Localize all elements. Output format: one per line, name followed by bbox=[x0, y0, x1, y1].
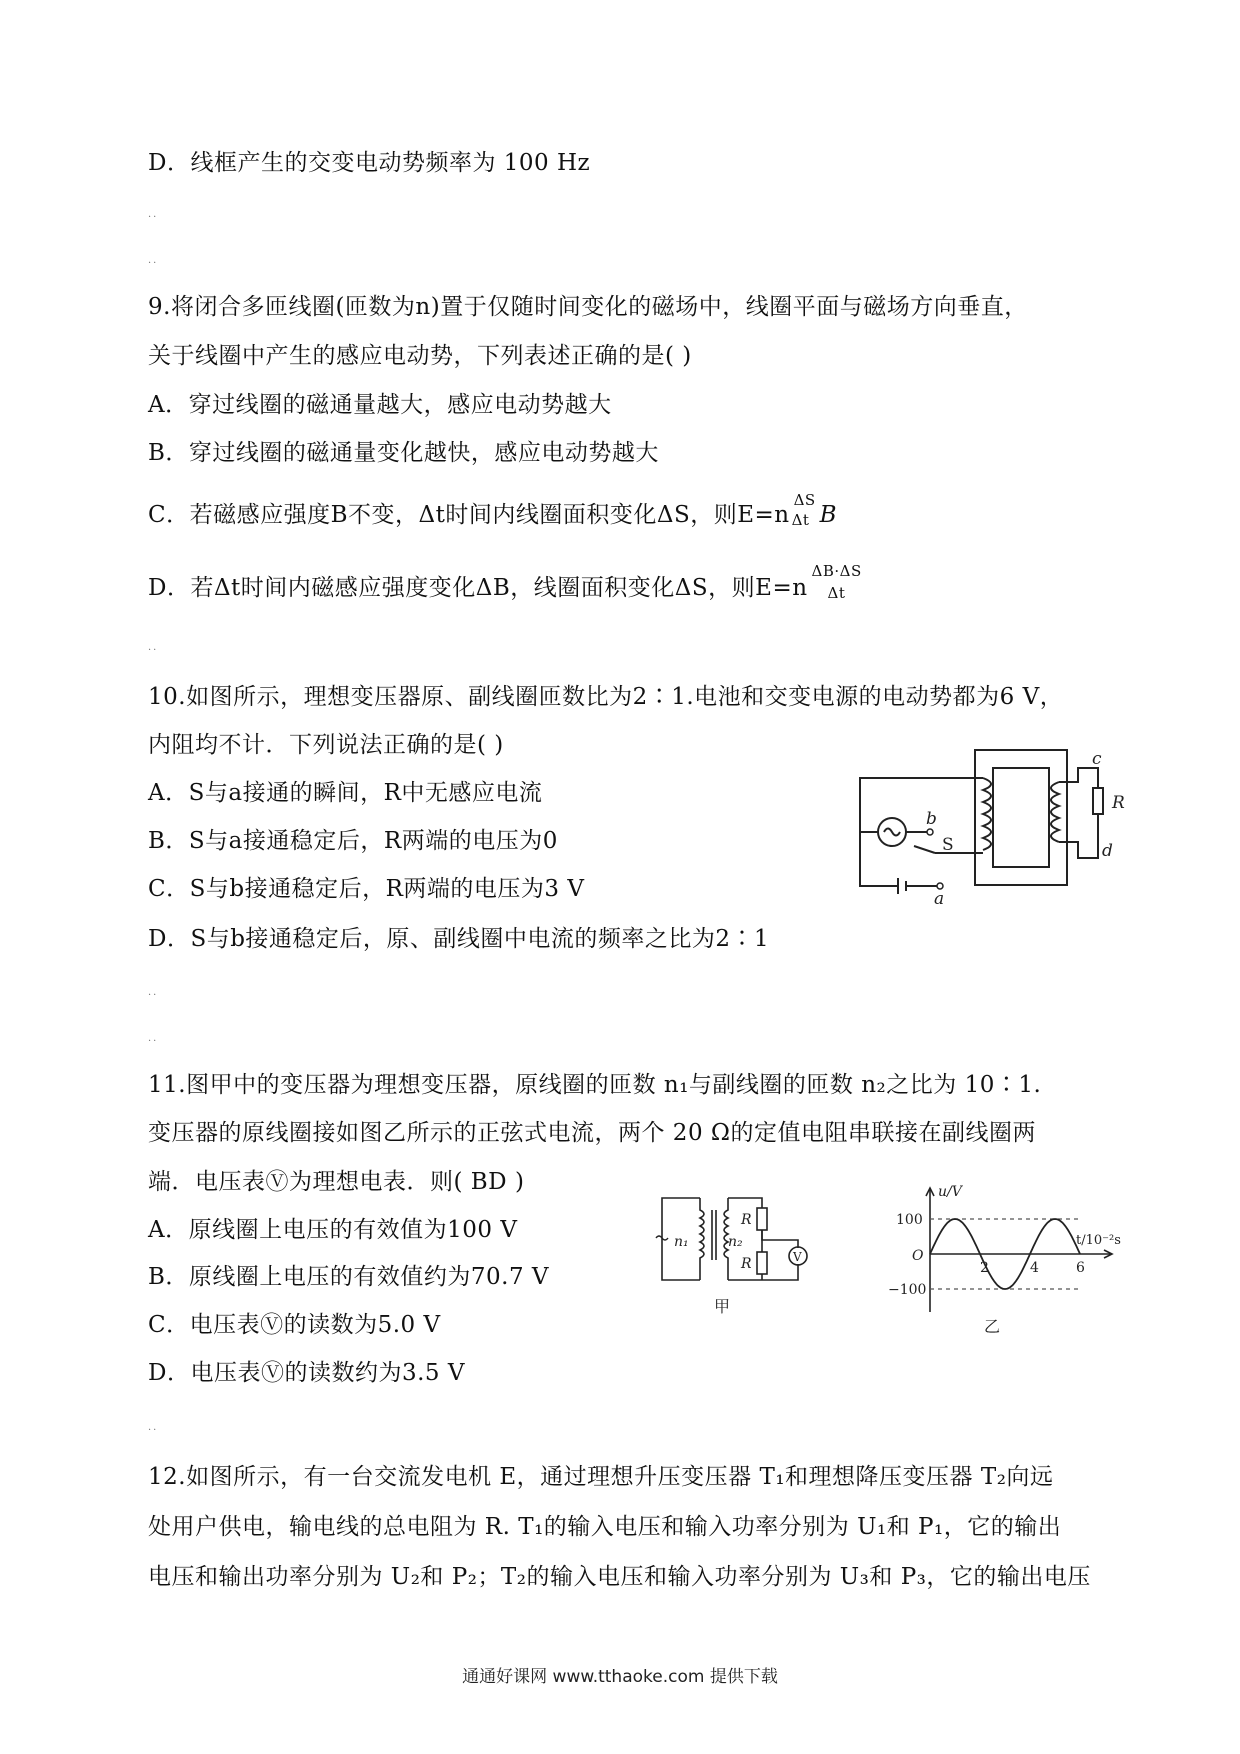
q9-option-c-text: C．若磁感应强度B不变，Δt时间内线圈面积变化ΔS，则E=n bbox=[148, 502, 790, 528]
q9-stem-line1: 9.将闭合多匝线圈(匝数为n)置于仅随时间变化的磁场中，线圈平面与磁场方向垂直， bbox=[148, 294, 1028, 320]
q10-stem-line2: 内阻均不计．下列说法正确的是( ) bbox=[148, 732, 504, 758]
q11-option-c: C．电压表Ⓥ的读数为5.0 V bbox=[148, 1312, 441, 1338]
q11-yi-xlabel: t/10⁻²s bbox=[1076, 1233, 1121, 1248]
q11-jia-r1: R bbox=[741, 1212, 752, 1228]
q9-option-a: A．穿过线圈的磁通量越大，感应电动势越大 bbox=[148, 392, 612, 418]
q10-option-d: D．S与b接通稳定后，原、副线圈中电流的频率之比为2∶1 bbox=[148, 926, 770, 952]
q12-stem-line1: 12.如图所示，有一台交流发电机 E，通过理想升压变压器 T₁和理想降压变压器 T₂向远 bbox=[148, 1464, 1054, 1490]
separator-dots: ·· bbox=[148, 645, 159, 656]
q10-label-s: S bbox=[942, 835, 954, 855]
q10-label-d: d bbox=[1102, 841, 1113, 861]
q9-option-d-text: D．若Δt时间内磁感应强度变化ΔB，线圈面积变化ΔS，则E=n bbox=[148, 575, 808, 601]
q9-option-c-fraction bbox=[790, 491, 820, 531]
q10-option-c: C．S与b接通稳定后，R两端的电压为3 V bbox=[148, 876, 585, 902]
separator-dots: ·· bbox=[148, 1425, 159, 1436]
q11-yi-tick-4: 4 bbox=[1030, 1260, 1039, 1276]
q11-yi-origin: O bbox=[912, 1248, 924, 1264]
q10-label-b: b bbox=[926, 809, 937, 829]
q9-option-d-fraction bbox=[808, 562, 898, 604]
q11-jia-caption: 甲 bbox=[714, 1297, 731, 1316]
q8-option-d: D．线框产生的交变电动势频率为 100 Hz bbox=[148, 150, 591, 176]
q11-yi-caption: 乙 bbox=[984, 1317, 1001, 1336]
q9-option-d-numerator: ΔB·ΔS bbox=[811, 562, 862, 580]
q11-jia-voltmeter: V bbox=[793, 1250, 802, 1264]
q11-yi-tick-2: 2 bbox=[980, 1260, 989, 1276]
q11-figure-yi bbox=[882, 1182, 1122, 1342]
separator-dots: ·· bbox=[148, 212, 159, 223]
q11-stem-line1: 11.图甲中的变压器为理想变压器，原线圈的匝数 n₁与副线圈的匝数 n₂之比为 10∶1. bbox=[148, 1072, 1042, 1098]
q10-option-a: A．S与a接通的瞬间，R中无感应电流 bbox=[148, 780, 543, 806]
q11-jia-n2: n₂ bbox=[728, 1234, 743, 1250]
q12-stem-line2: 处用户供电，输电线的总电阻为 R. T₁的输入电压和输入功率分别为 U₁和 P₁，它的输出 bbox=[148, 1514, 1062, 1540]
q9-option-c-numerator: ΔS bbox=[793, 491, 816, 509]
q9-option-d bbox=[148, 562, 898, 604]
q11-stem-line3: 端．电压表Ⓥ为理想电表．则( BD ) bbox=[148, 1169, 525, 1195]
q11-option-a: A．原线圈上电压的有效值为100 V bbox=[148, 1217, 518, 1243]
q9-option-d-denominator: Δt bbox=[827, 584, 846, 602]
q9-option-c-tail: B bbox=[819, 502, 837, 528]
q10-transformer-figure bbox=[850, 740, 1130, 909]
q11-figure-jia bbox=[648, 1190, 828, 1340]
q9-option-c bbox=[148, 491, 837, 531]
q10-label-r: R bbox=[1112, 793, 1125, 813]
q10-label-c: c bbox=[1092, 749, 1102, 769]
separator-dots: ·· bbox=[148, 990, 159, 1001]
q11-jia-r2: R bbox=[741, 1256, 752, 1272]
q11-jia-n1: n₁ bbox=[674, 1234, 689, 1250]
q9-option-b: B．穿过线圈的磁通量变化越快，感应电动势越大 bbox=[148, 440, 659, 466]
q9-option-c-denominator: Δt bbox=[791, 511, 810, 529]
q11-option-b: B．原线圈上电压的有效值约为70.7 V bbox=[148, 1264, 550, 1290]
q11-yi-ymin: −100 bbox=[888, 1282, 927, 1298]
q11-yi-tick-6: 6 bbox=[1076, 1260, 1085, 1276]
q11-option-d: D．电压表Ⓥ的读数约为3.5 V bbox=[148, 1360, 465, 1386]
q9-stem-line2: 关于线圈中产生的感应电动势，下列表述正确的是( ) bbox=[148, 343, 692, 369]
separator-dots: ·· bbox=[148, 1036, 159, 1047]
page-footer: 通通好课网 www.tthaoke.com 提供下载 bbox=[462, 1667, 778, 1687]
q11-stem-line2: 变压器的原线圈接如图乙所示的正弦式电流，两个 20 Ω的定值电阻串联接在副线圈两 bbox=[148, 1120, 1036, 1146]
separator-dots: ·· bbox=[148, 258, 159, 269]
q10-label-a: a bbox=[934, 889, 945, 909]
q11-yi-ylabel: u/V bbox=[938, 1184, 962, 1200]
q11-yi-ymax: 100 bbox=[896, 1212, 923, 1228]
q10-stem-line1: 10.如图所示，理想变压器原、副线圈匝数比为2∶1.电池和交变电源的电动势都为6 V， bbox=[148, 684, 1064, 710]
q12-stem-line3: 电压和输出功率分别为 U₂和 P₂；T₂的输入电压和输入功率分别为 U₃和 P₃，它的输出电压 bbox=[148, 1564, 1091, 1590]
q10-option-b: B．S与a接通稳定后，R两端的电压为0 bbox=[148, 828, 558, 854]
